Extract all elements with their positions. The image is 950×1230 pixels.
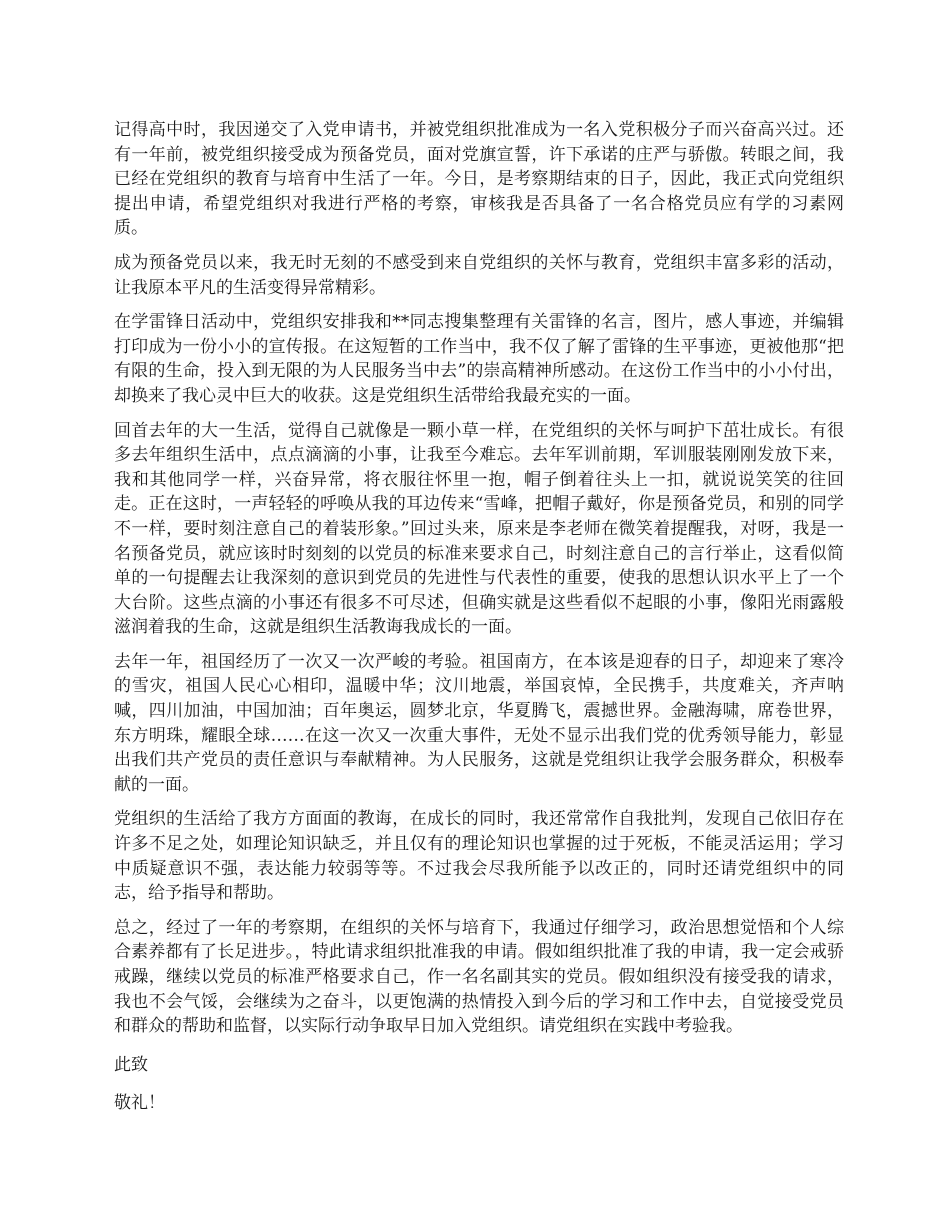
paragraph-7: 总之，经过了一年的考察期，在组织的关怀与培育下，我通过仔细学习，政治思想觉悟和个人综合素养都有了长足进步。，特此请求组织批准我的申请。假如组织批准了我的申请，我一定会戒骄戒躁，继续以党员的标准严格要求自己，作一名名副其实的党员。假如组织没有接受我的请求，我也不会气馁，会继续为之奋斗，以更饱满的热情投入到今后的学习和工作中去，自觉接受党员和群众的帮助和监督，以实际行动争取早日加入党组织。请党组织在实践中考验我。	[114, 917, 844, 1037]
paragraph-3: 在学雷锋日活动中，党组织安排我和**同志搜集整理有关雷锋的名言，图片，感人事迹，并编辑打印成为一份小小的宣传报。在这短暂的工作当中，我不仅了解了雷锋的生平事迹，更被他那“把有限的生命，投入到无限的为人民服务当中去”的崇高精神所感动。在这份工作当中的小小付出，却换来了我心灵中巨大的收获。这是党组织生活带给我最充实的一面。	[114, 312, 844, 406]
paragraph-6: 党组织的生活给了我方方面面的教诲，在成长的同时，我还常常作自我批判，发现自己依旧存在许多不足之处，如理论知识缺乏，并且仅有的理论知识也掌握的过于死板，不能灵活运用；学习中质疑意识不强，表达能力较弱等等。不过我会尽我所能予以改正的，同时还请党组织中的同志，给予指导和帮助。	[114, 809, 844, 904]
closing-regards: 敬礼！	[114, 1093, 165, 1114]
paragraph-1: 记得高中时，我因递交了入党申请书，并被党组织批准成为一名入党积极分子而兴奋高兴过。还有一年前，被党组织接受成为预备党员，面对党旗宣誓，许下承诺的庄严与骄傲。转眼之间，我已经在党组织的教育与培育中生活了一年。今日，是考察期结束的日子，因此，我正式向党组织提出申请，希望党组织对我进行严格的考察，审核我是否具备了一名合格党员应有学的习素网质。	[114, 120, 844, 239]
paragraph-4: 回首去年的大一生活，觉得自己就像是一颗小草一样，在党组织的关怀与呵护下茁壮成长。有很多去年组织生活中，点点滴滴的小事，让我至今难忘。去年军训前期，军训服装刚刚发放下来，我和其他同学一样，兴奋异常，将衣服往怀里一抱，帽子倒着往头上一扣，就说说笑笑的往回走。正在这时，一声轻轻的呼唤从我的耳边传来“雪峰，把帽子戴好，你是预备党员，和别的同学不一样，要时刻注意自己的着装形象。”回过头来，原来是李老师在微笑着提醒我，对呀，我是一名预备党员，就应该时时刻刻的以党员的标准来要求自己，时刻注意自己的言行举止，这看似简单的一句提醒去让我深刻的意识到党员的先进性与代表性的重要，使我的思想认识水平上了一个大台阶。这些点滴的小事还有很多不可尽述，但确实就是这些看似不起眼的小事，像阳光雨露般滋润着我的生命，这就是组织生活教诲我成长的一面。	[114, 420, 844, 638]
letter-body	[114, 118, 844, 1116]
paragraph-5: 去年一年，祖国经历了一次又一次严峻的考验。祖国南方，在本该是迎春的日子，却迎来了寒冷的雪灾，祖国人民心心相印，温暖中华；汶川地震，举国哀悼，全民携手，共度难关，齐声呐喊，四川加油，中国加油；百年奥运，圆梦北京，华夏腾飞，震撼世界。金融海啸，席卷世界，东方明珠，耀眼全球……在这一次又一次重大事件，无处不显示出我们党的优秀领导能力，彰显出我们共产党员的责任意识与奉献精神。为人民服务，这就是党组织让我学会服务群众，积极奉献的一面。	[114, 651, 844, 795]
closing-salutation: 此致	[114, 1054, 148, 1075]
paragraph-2: 成为预备党员以来，我无时无刻的不感受到来自党组织的关怀与教育，党组织丰富多彩的活动，让我原本平凡的生活变得异常精彩。	[114, 252, 844, 298]
